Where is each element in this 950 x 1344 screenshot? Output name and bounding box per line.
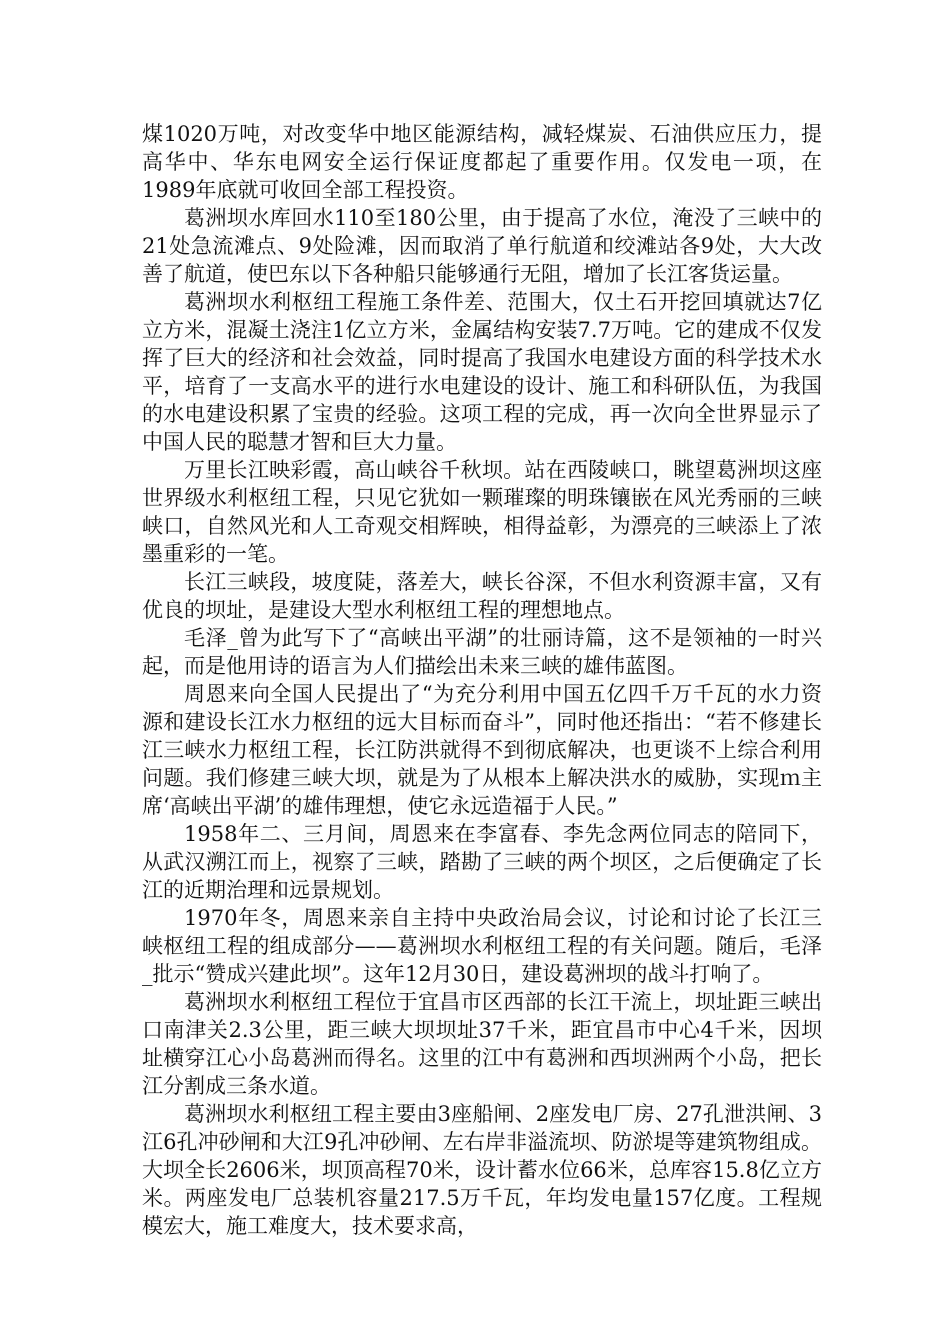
paragraph-2: 葛洲坝水库回水110至180公里，由于提高了水位，淹没了三峡中的21处急流滩点、9处险滩，因而取消了单行航道和绞滩站各9处，大大改善了航道，使巴东以下各种船只能够通行无阻，增加了长江客货运量。	[142, 206, 822, 286]
paragraph-5: 长江三峡段，坡度陡，落差大，峡长谷深，不但水利资源丰富，又有优良的坝址，是建设大型水利枢纽工程的理想地点。	[142, 570, 822, 622]
paragraph-1: 煤1020万吨，对改变华中地区能源结构，减轻煤炭、石油供应压力，提高华中、华东电网安全运行保证度都起了重要作用。仅发电一项，在1989年底就可收回全部工程投资。	[142, 122, 822, 202]
paragraph-3: 葛洲坝水利枢纽工程施工条件差、范围大，仅土石开挖回填就达7亿立方米，混凝土浇注1亿立方米，金属结构安装7.7万吨。它的建成不仅发挥了巨大的经济和社会效益，同时提高了我国水电建设方面的科学技术水平，培育了一支高水平的进行水电建设的设计、施工和科研队伍，为我国的水电建设积累了宝贵的经验。这项工程的完成，再一次向全世界显示了中国人民的聪慧才智和巨大力量。	[142, 290, 822, 454]
document-body	[142, 120, 822, 1240]
paragraph-8: 1958年二、三月间，周恩来在李富春、李先念两位同志的陪同下，从武汉溯江而上，视察了三峡，踏勘了三峡的两个坝区，之后便确定了长江的近期治理和远景规划。	[142, 822, 822, 902]
paragraph-6: 毛泽_曾为此写下了“高峡出平湖”的壮丽诗篇，这不是领袖的一时兴起，而是他用诗的语言为人们描绘出未来三峡的雄伟蓝图。	[142, 626, 822, 678]
paragraph-10: 葛洲坝水利枢纽工程位于宜昌市区西部的长江干流上，坝址距三峡出口南津关2.3公里，距三峡大坝坝址37千米，距宜昌市中心4千米，因坝址横穿江心小岛葛洲而得名。这里的江中有葛洲和西坝洲两个小岛，把长江分割成三条水道。	[142, 990, 822, 1098]
paragraph-9: 1970年冬，周恩来亲自主持中央政治局会议，讨论和讨论了长江三峡枢纽工程的组成部分——葛洲坝水利枢纽工程的有关问题。随后，毛泽_批示“赞成兴建此坝”。这年12月30日，建设葛洲坝的战斗打响了。	[142, 906, 822, 986]
paragraph-11: 葛洲坝水利枢纽工程主要由3座船闸、2座发电厂房、27孔泄洪闸、3江6孔冲砂闸和大江9孔冲砂闸、左右岸非溢流坝、防淤堤等建筑物组成。大坝全长2606米，坝顶高程70米，设计蓄水位66米，总库容15.8亿立方米。两座发电厂总装机容量217.5万千瓦，年均发电量157亿度。工程规模宏大，施工难度大，技术要求高，	[142, 1102, 822, 1238]
paragraph-7: 周恩来向全国人民提出了“为充分利用中国五亿四千万千瓦的水力资源和建设长江水力枢纽的远大目标而奋斗”，同时他还指出：“若不修建长江三峡水力枢纽工程，长江防洪就得不到彻底解决，也更谈不上综合利用问题。我们修建三峡大坝，就是为了从根本上解决洪水的威胁，实现ｍ主席‘高峡出平湖’的雄伟理想，使它永远造福于人民。”	[142, 682, 822, 818]
paragraph-4: 万里长江映彩霞，高山峡谷千秋坝。站在西陵峡口，眺望葛洲坝这座世界级水利枢纽工程，只见它犹如一颗璀璨的明珠镶嵌在风光秀丽的三峡峡口，自然风光和人工奇观交相辉映，相得益彰，为漂亮的三峡添上了浓墨重彩的一笔。	[142, 458, 822, 566]
